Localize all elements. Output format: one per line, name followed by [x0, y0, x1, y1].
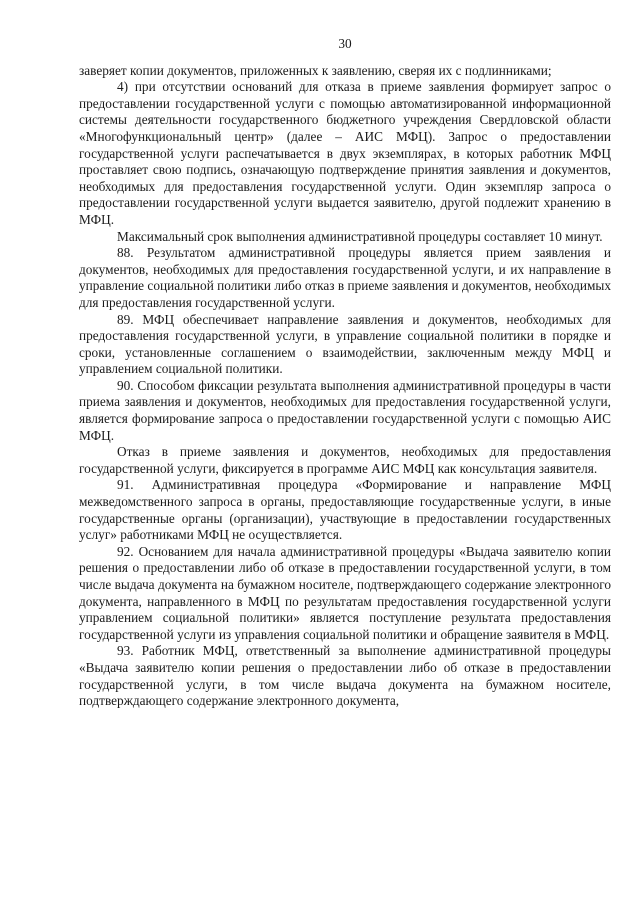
- paragraph-9: 93. Работник МФЦ, ответственный за выполнение административной процедуры «Выдача заявителю копии решения о предоставлении либо об отказе в предоставлении государственной услуги, в том числе выдача документа на бумажном носителе, подтверждающего содержание электронного документа,: [79, 643, 611, 709]
- page-number: 30: [338, 36, 352, 51]
- paragraph-2: Максимальный срок выполнения административной процедуры составляет 10 минут.: [117, 228, 603, 244]
- paragraph-5: 90. Способом фиксации результата выполнения административной процедуры в части приема заявления и документов, необходимых для предоставления государственной услуги, является формирование запроса о предоставлении государственной услуги с помощью АИС МФЦ.: [79, 377, 611, 443]
- paragraph-8: 92. Основанием для начала административной процедуры «Выдача заявителю копии решения о предоставлении либо об отказе в предоставлении государственной услуги, в том числе выдача документа на бумажном носителе, подтверждающего содержание электронного документа, направленного в МФЦ по результатам предоставления государственной услуги управлением социальной политики» является поступление результата предоставления государственной услуги из управления социальной политики и обращение заявителя в МФЦ.: [79, 543, 611, 642]
- paragraph-4: 89. МФЦ обеспечивает направление заявления и документов, необходимых для предоставления государственной услуги, в управление социальной политики в порядке и сроки, установленные соглашением о взаимодействии, заключенным между МФЦ и управлением социальной политики.: [79, 311, 611, 377]
- paragraph-1: 4) при отсутствии оснований для отказа в приеме заявления формирует запрос о предоставлении государственной услуги с помощью автоматизированной информационной системы деятельности государственного бюджетного учреждения Свердловской области «Многофункциональный центр» (далее – АИС МФЦ). Запрос о предоставлении государственной услуги распечатывается в двух экземплярах, в которых работник МФЦ проставляет свою подпись, означающую подтверждение принятия заявления и документов, необходимых для предоставления государственной услуги. Один экземпляр запроса о предоставлении государственной услуги выдается заявителю, другой подлежит хранению в МФЦ.: [79, 79, 611, 227]
- paragraph-3: 88. Результатом административной процедуры является прием заявления и документов, необходимых для предоставления государственной услуги, и их направление в управление социальной политики либо отказ в приеме заявления и документов, необходимых для предоставления государственной услуги.: [79, 245, 611, 310]
- paragraph-7: 91. Административная процедура «Формирование и направление МФЦ межведомственного запроса в органы, предоставляющие государственные услуги, в иные государственные органы (организации), участвующие в предоставлении государственных услуг» работниками МФЦ не осуществляется.: [79, 477, 611, 543]
- document-page: [79, 36, 611, 710]
- paragraph-0: заверяет копии документов, приложенных к заявлению, сверяя их с подлинниками;: [79, 62, 552, 78]
- paragraph-6: Отказ в приеме заявления и документов, необходимых для предоставления государственной услуги, фиксируется в программе АИС МФЦ как консультация заявителя.: [79, 444, 611, 476]
